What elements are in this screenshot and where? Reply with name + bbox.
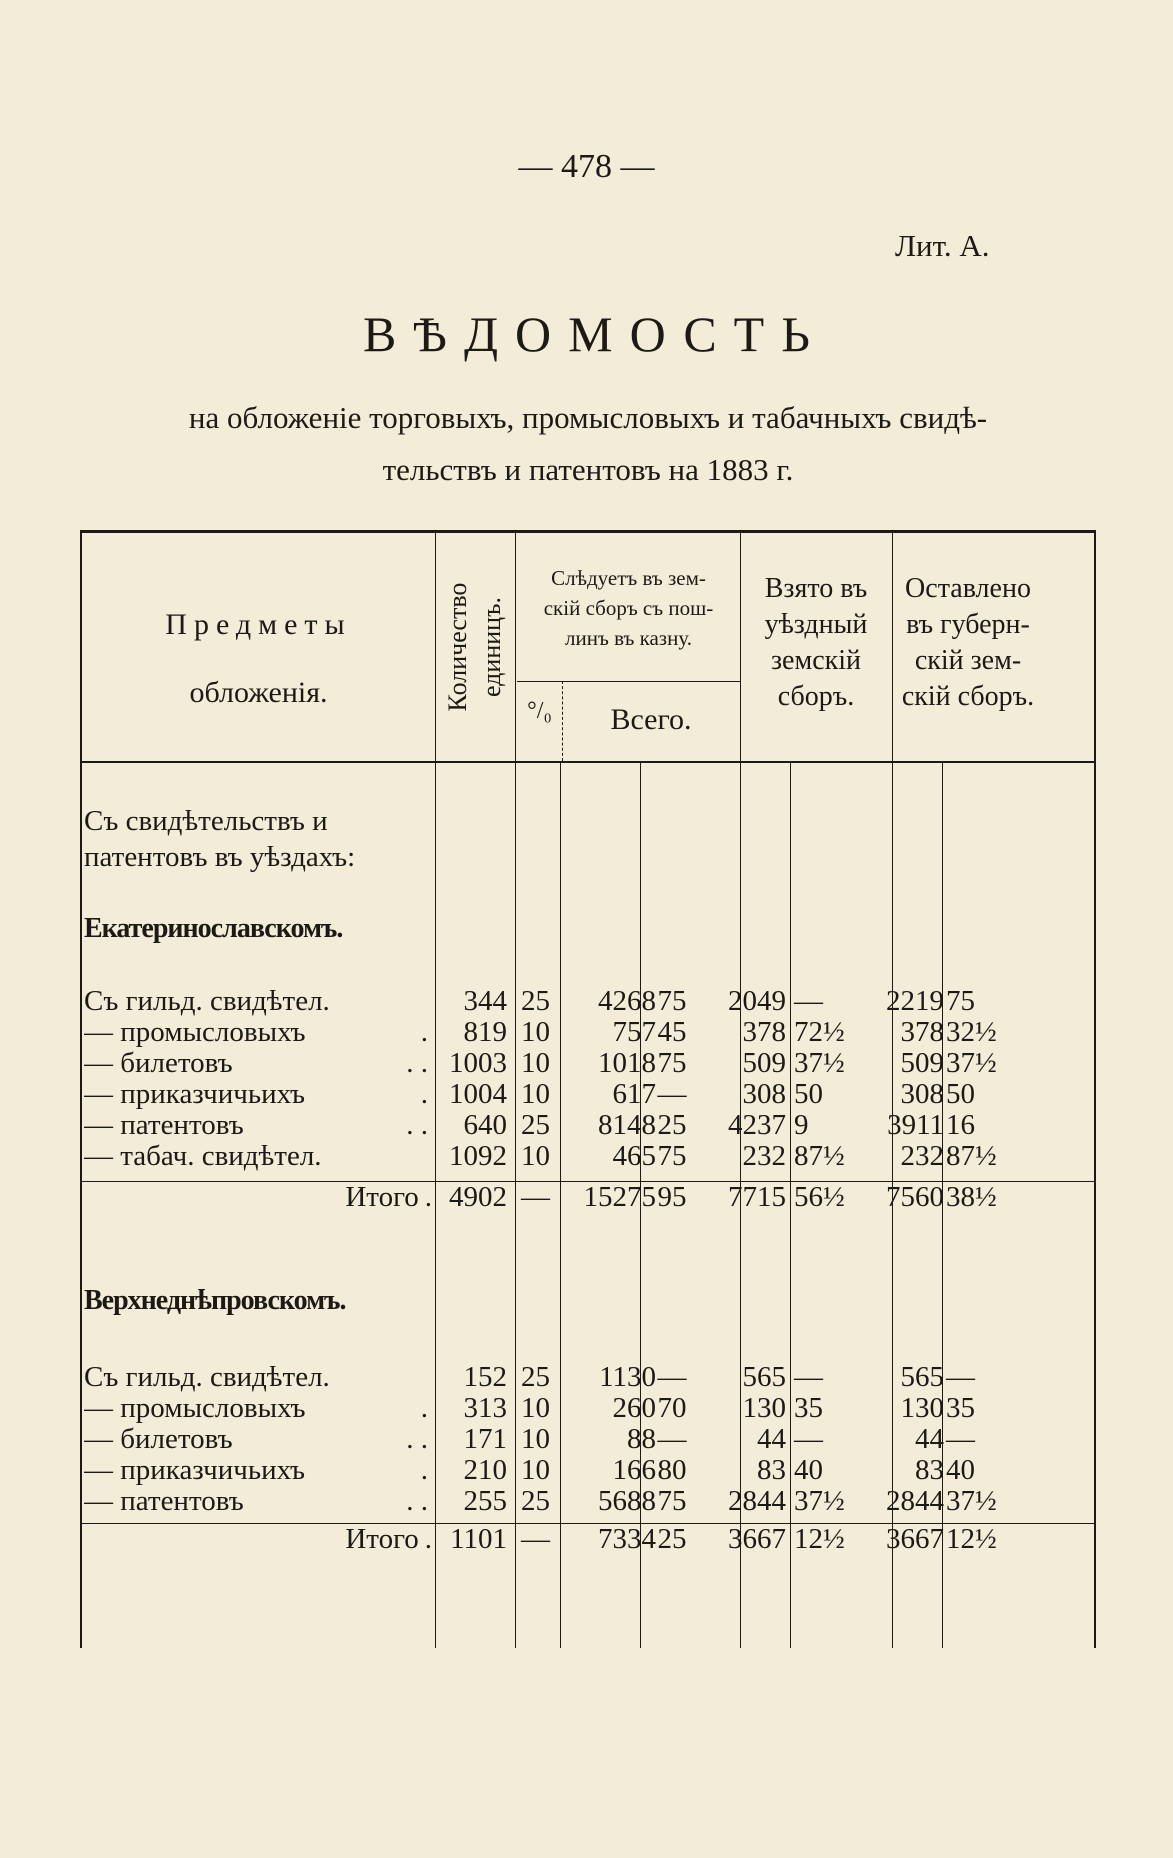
cell-percent: 25: [521, 1109, 550, 1141]
tax-table: [80, 530, 1096, 1648]
cell-county-rubles: 2844: [728, 1485, 786, 1517]
cell-total-kopecks: 75: [657, 1485, 687, 1517]
cell-percent: 10: [521, 1392, 550, 1424]
subtitle-line-2: тельствъ и патентовъ на 1883 г.: [382, 452, 794, 487]
header-treasury-line-3: линъ въ казну.: [565, 626, 692, 650]
cell-county-kopecks: 12½: [794, 1523, 845, 1555]
cell-province-rubles: 509: [900, 1047, 944, 1079]
cell-total-kopecks: 75: [657, 985, 687, 1017]
cell-total-rubles: 260: [612, 1392, 656, 1424]
cell-quantity: 344: [463, 985, 507, 1017]
header-subrule: [517, 681, 740, 682]
cell-quantity: 1101: [450, 1523, 507, 1555]
cell-total-rubles: 4268: [598, 985, 656, 1017]
table-row: [82, 1362, 1094, 1393]
cell-total-rubles: 617: [612, 1078, 656, 1110]
total-label: Итого .: [345, 1182, 432, 1213]
header-county-line-1: Взято въ: [764, 573, 868, 604]
cell-county-rubles: 44: [757, 1423, 786, 1455]
header-quantity: [435, 533, 515, 761]
cell-province-kopecks: 32½: [946, 1016, 997, 1048]
cell-county-kopecks: 40: [794, 1454, 823, 1486]
header-rule: [82, 761, 1094, 763]
table-row: [82, 1048, 1094, 1079]
cell-province-rubles: 3667: [886, 1523, 944, 1555]
header-province-line-4: скій сборъ.: [901, 681, 1035, 712]
cell-quantity: 1003: [449, 1047, 507, 1079]
cell-province-rubles: 83: [915, 1454, 944, 1486]
cell-total-kopecks: 80: [657, 1454, 687, 1486]
cell-province-rubles: 44: [915, 1423, 944, 1455]
cell-county-rubles: 4237: [728, 1109, 786, 1141]
cell-total-kopecks: 75: [657, 1140, 687, 1172]
cell-quantity: 313: [463, 1392, 507, 1424]
header-province-line-2: въ губерн-: [906, 609, 1030, 640]
cell-total-kopecks: 45: [657, 1016, 687, 1048]
header-treasury: [517, 563, 740, 653]
header-county-line-3: земскій: [770, 645, 861, 676]
cell-county-rubles: 509: [742, 1047, 786, 1079]
cell-county-kopecks: 37½: [794, 1047, 845, 1079]
table-row: [82, 1393, 1094, 1424]
cell-province-rubles: 232: [900, 1140, 944, 1172]
header-treasury-line-1: Слѣдуетъ въ зем-: [551, 566, 706, 590]
cell-quantity: 171: [463, 1423, 507, 1455]
cell-percent: 10: [521, 1454, 550, 1486]
intro-line-1: Съ свидѣтельствъ и: [84, 805, 328, 837]
header-subject-line-2: обложенія.: [189, 676, 328, 709]
row-label: — билетовъ . .: [84, 1424, 428, 1455]
cell-province-kopecks: 37½: [946, 1047, 997, 1079]
appendix-label: Лит. А.: [895, 228, 990, 263]
row-label: — патентовъ . .: [84, 1486, 428, 1517]
cell-county-kopecks: 9: [794, 1109, 809, 1141]
cell-percent: 10: [521, 1140, 550, 1172]
cell-province-kopecks: 87½: [946, 1140, 997, 1172]
header-total: Всего.: [610, 703, 692, 736]
document-title: ВѢДОМОСТЬ: [363, 306, 827, 362]
cell-total-kopecks: 70: [657, 1392, 687, 1424]
cell-province-rubles: 378: [900, 1016, 944, 1048]
header-county-line-4: сборъ.: [777, 681, 855, 712]
cell-county-rubles: 130: [742, 1392, 786, 1424]
cell-county-kopecks: 35: [794, 1392, 823, 1424]
cell-province-kopecks: 35: [946, 1392, 975, 1424]
header-subject: [82, 591, 435, 727]
total-row: [82, 1523, 1094, 1555]
cell-province-rubles: 2219: [886, 985, 944, 1017]
cell-total-rubles: 1130: [599, 1361, 656, 1393]
cell-total-rubles: 8148: [598, 1109, 656, 1141]
cell-province-kopecks: 50: [946, 1078, 975, 1110]
table-row: [82, 1424, 1094, 1455]
cell-percent: 10: [521, 1078, 550, 1110]
cell-quantity: 1004: [449, 1078, 507, 1110]
cell-province-rubles: 2844: [886, 1485, 944, 1517]
cell-county-kopecks: —: [794, 1423, 823, 1455]
cell-total-kopecks: —: [657, 1361, 687, 1393]
cell-quantity: 4902: [449, 1181, 507, 1213]
section-intro: [84, 803, 355, 875]
cell-province-kopecks: 16: [946, 1109, 975, 1141]
total-label: Итого .: [345, 1524, 432, 1555]
header-province-line-3: скій зем-: [914, 645, 1022, 676]
cell-province-rubles: 7560: [886, 1181, 944, 1213]
cell-total-rubles: 1018: [598, 1047, 656, 1079]
table-row: [82, 1110, 1094, 1141]
cell-province-kopecks: —: [946, 1423, 975, 1455]
row-label: — билетовъ . .: [84, 1048, 428, 1079]
region-heading: Екатеринославскомъ.: [84, 913, 343, 944]
cell-percent: 10: [521, 1047, 550, 1079]
table-row: [82, 1017, 1094, 1048]
cell-province-rubles: 130: [900, 1392, 944, 1424]
row-label: — промысловыхъ .: [84, 1393, 428, 1424]
cell-county-kopecks: 56½: [794, 1181, 845, 1213]
table-row: [82, 1141, 1094, 1172]
cell-total-kopecks: 95: [657, 1181, 687, 1213]
cell-province-kopecks: 12½: [946, 1523, 997, 1555]
cell-province-rubles: 308: [900, 1078, 944, 1110]
cell-province-kopecks: 75: [946, 985, 975, 1017]
header-county-line-2: уѣздный: [764, 609, 868, 640]
cell-county-rubles: 565: [742, 1361, 786, 1393]
header-subject-line-1: Предметы: [165, 608, 352, 641]
cell-province-kopecks: 37½: [946, 1485, 997, 1517]
cell-quantity: 210: [463, 1454, 507, 1486]
cell-quantity: 1092: [449, 1140, 507, 1172]
row-label: — промысловыхъ .: [84, 1017, 428, 1048]
cell-county-rubles: 308: [742, 1078, 786, 1110]
cell-total-rubles: 757: [612, 1016, 656, 1048]
row-label: — приказчичьихъ .: [84, 1455, 428, 1486]
cell-county-kopecks: 87½: [794, 1140, 845, 1172]
table-row: [82, 1486, 1094, 1517]
row-label: — патентовъ . .: [84, 1110, 428, 1141]
cell-county-kopecks: 50: [794, 1078, 823, 1110]
cell-total-rubles: 5688: [598, 1485, 656, 1517]
cell-total-rubles: 88: [627, 1423, 656, 1455]
cell-county-rubles: 83: [757, 1454, 786, 1486]
cell-province-kopecks: 38½: [946, 1181, 997, 1213]
cell-county-rubles: 2049: [728, 985, 786, 1017]
region-heading: Верхнеднѣпровскомъ.: [84, 1285, 346, 1316]
cell-county-rubles: 3667: [728, 1523, 786, 1555]
header-quantity-line-1: Количество: [443, 582, 472, 712]
header-percent: °/₀: [527, 698, 552, 724]
cell-total-kopecks: 25: [657, 1523, 687, 1555]
document-subtitle: [108, 392, 1068, 496]
cell-province-rubles: 3911: [887, 1109, 944, 1141]
cell-percent: 25: [521, 985, 550, 1017]
cell-quantity: 255: [463, 1485, 507, 1517]
header-quantity-line-2: единицъ.: [477, 596, 506, 698]
table-row: [82, 1455, 1094, 1486]
table-row: [82, 1079, 1094, 1110]
row-label: — приказчичьихъ .: [84, 1079, 428, 1110]
cell-county-kopecks: 37½: [794, 1485, 845, 1517]
cell-county-kopecks: —: [794, 1361, 823, 1393]
cell-total-kopecks: 75: [657, 1047, 687, 1079]
cell-total-rubles: 465: [612, 1140, 656, 1172]
cell-percent: 25: [521, 1485, 550, 1517]
cell-province-rubles: 565: [900, 1361, 944, 1393]
cell-percent: 10: [521, 1423, 550, 1455]
row-label: Съ гильд. свидѣтел.: [84, 986, 330, 1017]
cell-quantity: 152: [463, 1361, 507, 1393]
header-province-levy: [894, 571, 1042, 715]
intro-line-2: патентовъ въ уѣздахъ:: [84, 841, 356, 873]
subtitle-line-1: на обложеніе торговыхъ, промысловыхъ и табачныхъ свидѣ-: [188, 400, 988, 435]
cell-percent: 25: [521, 1361, 550, 1393]
cell-quantity: 640: [463, 1109, 507, 1141]
cell-percent: —: [521, 1181, 550, 1213]
row-label: — табач. свидѣтел.: [84, 1141, 322, 1172]
cell-percent: 10: [521, 1016, 550, 1048]
cell-total-rubles: 166: [612, 1454, 656, 1486]
cell-province-kopecks: 40: [946, 1454, 975, 1486]
cell-county-rubles: 378: [742, 1016, 786, 1048]
header-province-line-1: Оставлено: [905, 573, 1031, 604]
cell-county-rubles: 232: [742, 1140, 786, 1172]
table-row: [82, 986, 1094, 1017]
row-label: Съ гильд. свидѣтел.: [84, 1362, 330, 1393]
page-number: — 478 —: [518, 148, 655, 185]
total-row: [82, 1181, 1094, 1213]
cell-total-kopecks: 25: [657, 1109, 687, 1141]
cell-county-rubles: 7715: [728, 1181, 786, 1213]
cell-county-kopecks: —: [794, 985, 823, 1017]
cell-percent: —: [521, 1523, 550, 1555]
cell-total-kopecks: —: [657, 1078, 687, 1110]
cell-province-kopecks: —: [946, 1361, 975, 1393]
cell-total-rubles: 15275: [583, 1181, 656, 1213]
cell-county-kopecks: 72½: [794, 1016, 845, 1048]
header-treasury-line-2: скій сборъ съ пош-: [543, 596, 714, 620]
cell-quantity: 819: [463, 1016, 507, 1048]
cell-total-kopecks: —: [657, 1423, 687, 1455]
header-county-levy: [740, 571, 892, 715]
cell-total-rubles: 7334: [598, 1523, 656, 1555]
